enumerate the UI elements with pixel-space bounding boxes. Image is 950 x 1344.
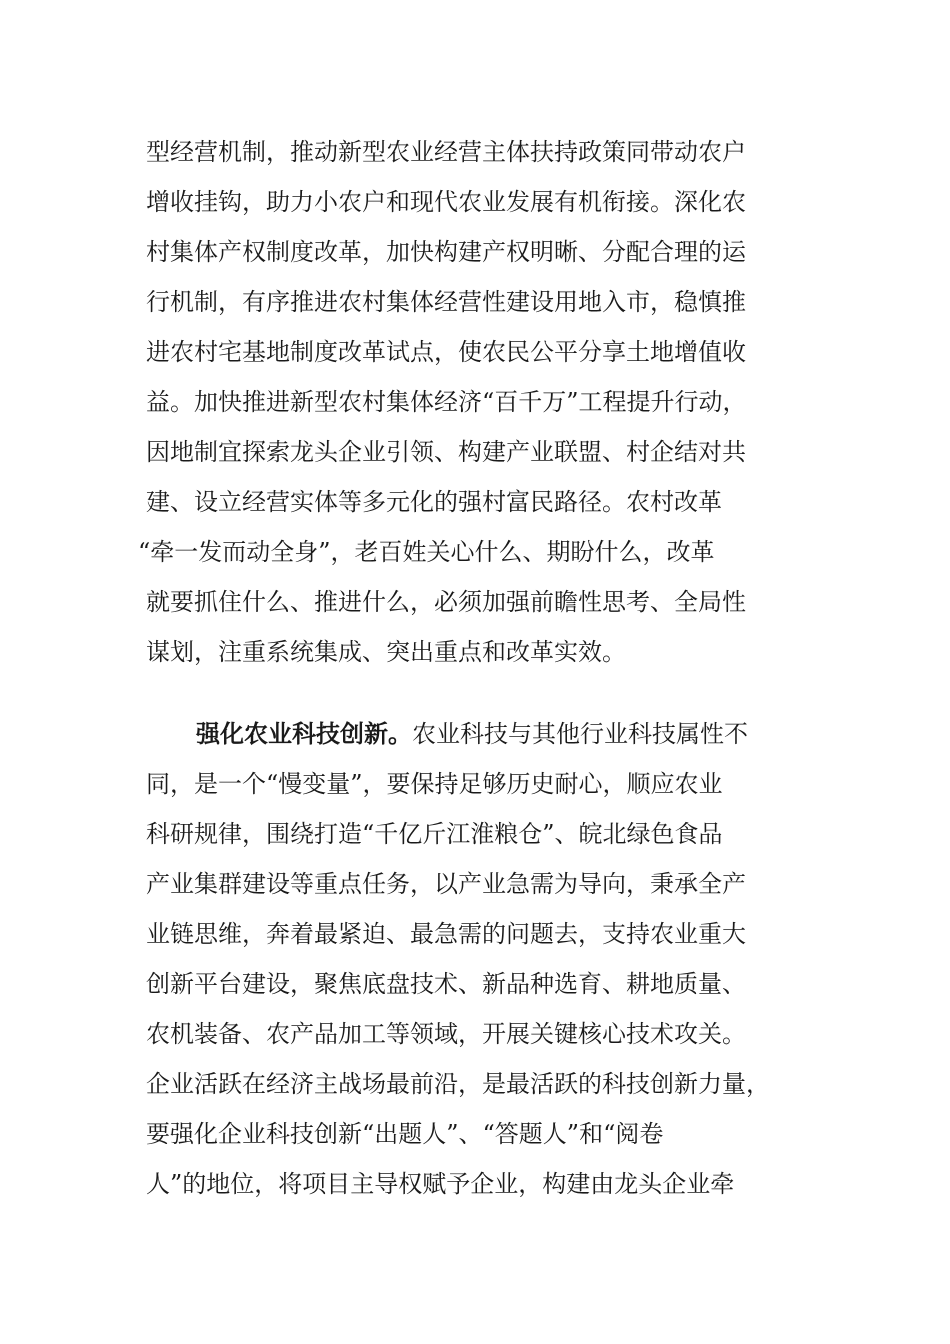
text-line: 行机制，有序推进农村集体经营性建设用地入市，稳慎推 [146, 288, 746, 316]
text-line: 同，是一个“慢变量”，要保持足够历史耐心，顺应农业 [146, 770, 723, 798]
paragraph-agri-tech [146, 709, 806, 1209]
text-line: 建、设立经营实体等多元化的强村富民路径。农村改革 [146, 488, 722, 516]
text-line: 产业集群建设等重点任务，以产业急需为导向，秉承全产 [146, 870, 746, 898]
text-run: 农业科技与其他行业科技属性不 [412, 720, 748, 748]
text-line: 农机装备、农产品加工等领域，开展关键核心技术攻关。 [146, 1020, 746, 1048]
text-line: 就要抓住什么、推进什么，必须加强前瞻性思考、全局性 [146, 588, 746, 616]
text-line: 科研规律，围绕打造“千亿斤江淮粮仓”、皖北绿色食品 [146, 820, 723, 848]
text-line: 谋划，注重系统集成、突出重点和改革实效。 [146, 638, 626, 666]
text-line: 业链思维，奔着最紧迫、最急需的问题去，支持农业重大 [146, 920, 746, 948]
text-line: 因地制宜探索龙头企业引领、构建产业联盟、村企结对共 [146, 438, 746, 466]
text-line: 要强化企业科技创新“出题人”、“答题人”和“阅卷 [146, 1120, 664, 1148]
text-line: 增收挂钩，助力小农户和现代农业发展有机衔接。深化农 [146, 188, 746, 216]
text-line: 益。加快推进新型农村集体经济“百千万”工程提升行动， [146, 388, 747, 416]
paragraph-rural-reform [138, 127, 806, 677]
text-line: “牵一发而动全身”，老百姓关心什么、期盼什么，改革 [138, 538, 715, 566]
text-line: 村集体产权制度改革，加快构建产权明晰、分配合理的运 [146, 238, 746, 266]
text-line: 人”的地位，将项目主导权赋予企业，构建由龙头企业牵 [146, 1170, 735, 1198]
paragraph-heading: 强化农业科技创新。 [196, 719, 412, 748]
text-line: 创新平台建设，聚焦底盘技术、新品种选育、耕地质量、 [146, 970, 746, 998]
text-line-first [146, 709, 806, 759]
text-line: 企业活跃在经济主战场最前沿，是最活跃的科技创新力量， [146, 1070, 770, 1098]
text-line: 型经营机制，推动新型农业经营主体扶持政策同带动农户 [146, 138, 746, 166]
text-line: 进农村宅基地制度改革试点，使农民公平分享土地增值收 [146, 338, 746, 366]
